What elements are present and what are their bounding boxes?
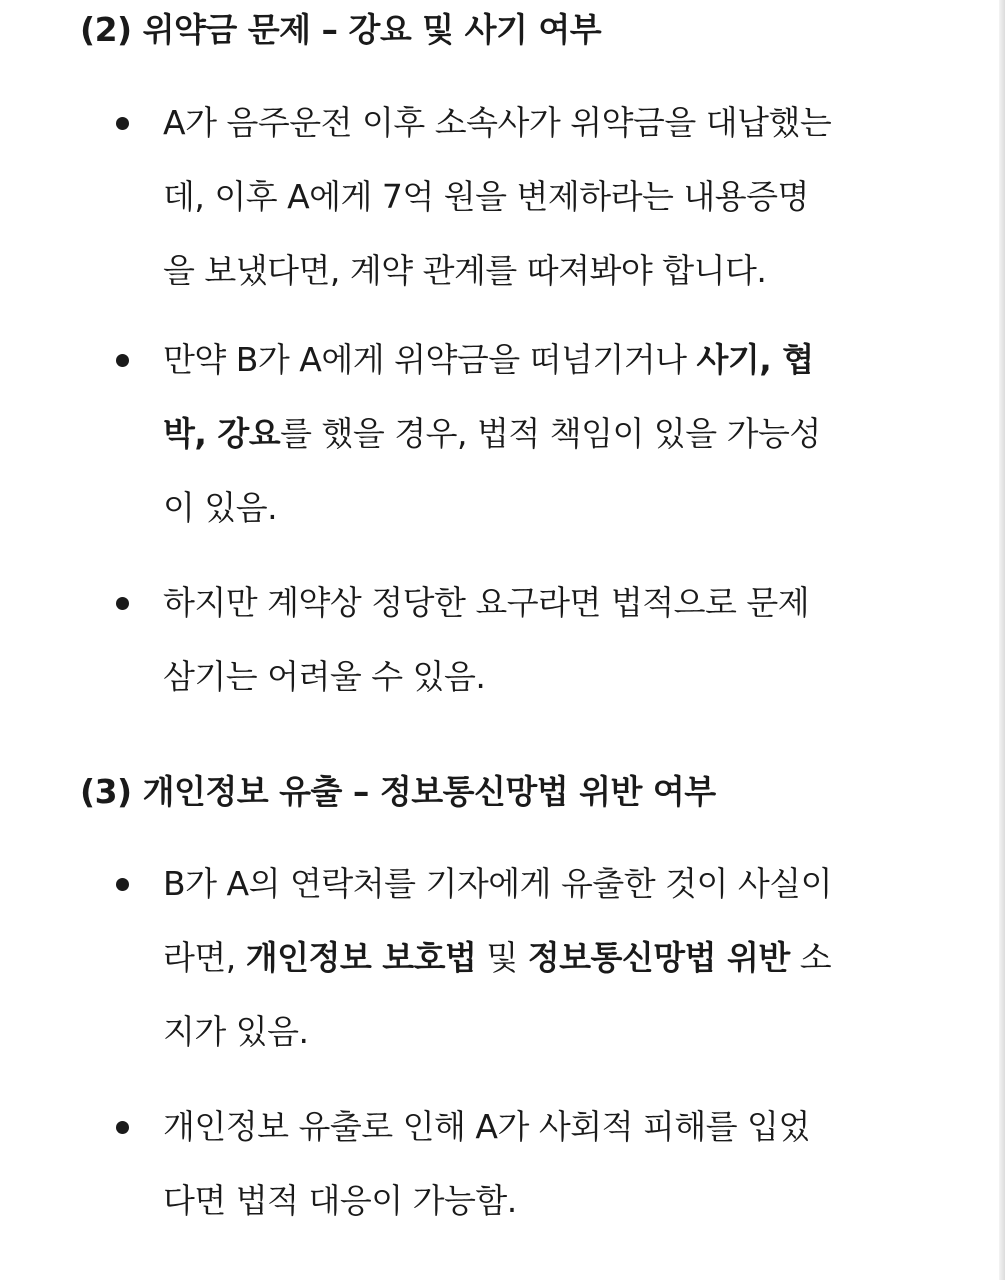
- text-run: 만약 B가 A에게 위약금을 떠넘기거나: [163, 340, 697, 379]
- list-item-line: 데, 이후 A에게 7억 원을 변제하라는 내용증명: [163, 177, 809, 216]
- section-heading-privacy: (3) 개인정보 유출 – 정보통신망법 위반 여부: [80, 772, 716, 811]
- emphasis-text: 개인정보 보호법: [245, 938, 477, 977]
- text-run: 소: [789, 938, 832, 977]
- list-item-line: A가 음주운전 이후 소속사가 위약금을 대납했는: [163, 103, 832, 142]
- text-run: 라면,: [163, 938, 246, 977]
- bullet-icon: [116, 117, 129, 130]
- list-item: [163, 847, 933, 1069]
- list-item-line: 하지만 계약상 정당한 요구라면 법적으로 문제: [163, 583, 810, 622]
- list-item-line: 개인정보 유출로 인해 A가 사회적 피해를 입었: [163, 1107, 810, 1146]
- list-item: [163, 86, 933, 308]
- list-item-line: 다면 법적 대응이 가능함.: [163, 1181, 517, 1220]
- bullet-icon: [116, 354, 129, 367]
- list-item-line: 이 있음.: [163, 488, 278, 527]
- list-item: [163, 1090, 933, 1238]
- list-item-line: 을 보냈다면, 계약 관계를 따져봐야 합니다.: [163, 251, 767, 290]
- bullet-icon: [116, 1121, 129, 1134]
- list-item: [163, 566, 933, 714]
- list-item-line: [163, 323, 933, 397]
- list-item: [163, 323, 933, 545]
- emphasis-text: 박, 강요: [163, 414, 281, 453]
- bullet-icon: [116, 878, 129, 891]
- page-edge-divider: [999, 0, 1005, 1280]
- bullet-icon: [116, 597, 129, 610]
- list-item-line: 지가 있음.: [163, 1012, 309, 1051]
- list-item-line: [163, 921, 933, 995]
- emphasis-text: 사기, 협: [696, 340, 814, 379]
- text-run: 를 했을 경우, 법적 책임이 있을 가능성: [280, 414, 821, 453]
- list-item-line: [163, 397, 933, 471]
- list-item-line: 삼기는 어려울 수 있음.: [163, 657, 486, 696]
- section-heading-penalty: (2) 위약금 문제 – 강요 및 사기 여부: [80, 10, 602, 49]
- emphasis-text: 정보통신망법 위반: [527, 938, 790, 977]
- text-run: 및: [476, 938, 528, 977]
- list-item-line: B가 A의 연락처를 기자에게 유출한 것이 사실이: [163, 864, 832, 903]
